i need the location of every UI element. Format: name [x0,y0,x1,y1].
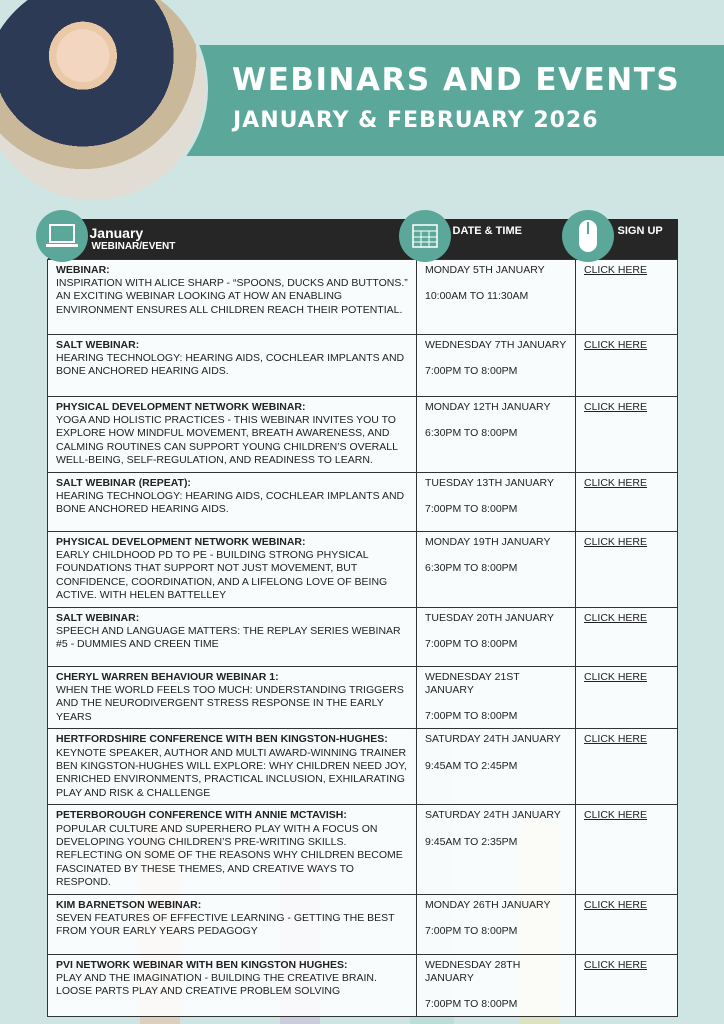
event-time: 7:00PM TO 8:00PM [425,364,518,377]
table-row [48,472,678,531]
mouse-icon [562,210,614,262]
signup-cell [576,607,678,666]
column-header-event: WEBINAR/EVENT [91,241,176,252]
event-title: SALT WEBINAR: [56,338,140,351]
click-here-link[interactable]: CLICK HERE [584,263,648,276]
events-table [47,219,678,1017]
event-time: 6:30PM TO 8:00PM [425,561,518,574]
date-cell [417,729,576,805]
page-title: WEBINARS AND EVENTS [232,62,681,98]
event-time: 6:30PM TO 8:00PM [425,426,518,439]
event-cell [48,729,417,805]
event-date: MONDAY 26TH JANUARY [425,898,551,911]
click-here-link[interactable]: CLICK HERE [584,476,648,489]
event-description: SPEECH AND LANGUAGE MATTERS: THE REPLAY SERIES WEBINAR #5 - DUMMIES AND CREEN TIME [56,624,401,651]
date-cell [417,472,576,531]
table-row [48,805,678,894]
signup-cell [576,894,678,954]
event-date: TUESDAY 13TH JANUARY [425,476,554,489]
signup-cell [576,805,678,894]
table-row [48,334,678,396]
signup-cell [576,396,678,472]
event-cell [48,334,417,396]
event-time: 7:00PM TO 8:00PM [425,925,518,938]
event-date: WEDNESDAY 28TH JANUARY [425,958,521,985]
event-cell [48,259,417,334]
event-time: 7:00PM TO 8:00PM [425,502,518,515]
event-description: SEVEN FEATURES OF EFFECTIVE LEARNING - GETTING THE BEST FROM YOUR EARLY YEARS PEDAGOGY [56,912,395,938]
event-description: YOGA AND HOLISTIC PRACTICES - THIS WEBINAR INVITES YOU TO EXPLORE HOW MINDFUL MOVEMENT, BREATH AWARENESS, AND CALMING ROUTINES CAN SUPPORT YOUNG CHILDREN’S OVERALL WELL-BEING, SELF-REGULATION, AND READINESS TO LEARN. [56,413,398,467]
signup-cell [576,259,678,334]
event-title: CHERYL WARREN BEHAVIOUR WEBINAR 1: [56,670,279,683]
event-title: PETERBOROUGH CONFERENCE WITH ANNIE MCTAVISH: [56,809,347,822]
table-row [48,666,678,729]
event-title: SALT WEBINAR: [56,611,140,624]
event-description: WHEN THE WORLD FEELS TOO MUCH: UNDERSTANDING TRIGGERS AND THE NEURODIVERGENT STRESS RESPONSE IN THE EARLY YEARS [56,683,404,723]
event-title: WEBINAR: [56,263,110,276]
date-cell [417,894,576,954]
date-cell [417,666,576,729]
click-here-link[interactable]: CLICK HERE [584,809,648,822]
column-header-date: DATE & TIME [417,219,576,259]
event-title: HERTFORDSHIRE CONFERENCE WITH BEN KINGSTON-HUGHES: [56,733,388,746]
event-cell [48,531,417,607]
event-description: KEYNOTE SPEAKER, AUTHOR AND MULTI AWARD-WINNING TRAINER BEN KINGSTON-HUGHES WILL EXPLORE: WHY CHILDREN NEED JOY, ENRICHED ENVIRONMENTS, PRACTICAL INCLUSION, EXHILARATING PLAY AND RISK & CHALLENGE [56,746,407,799]
date-cell [417,396,576,472]
event-date: WEDNESDAY 7TH JANUARY [425,338,567,351]
event-cell [48,472,417,531]
event-date: SATURDAY 24TH JANUARY [425,733,561,746]
click-here-link[interactable]: CLICK HERE [584,400,648,413]
table-row [48,531,678,607]
column-header-signup: SIGN UP [576,219,678,259]
event-title: PHYSICAL DEVELOPMENT NETWORK WEBINAR: [56,400,306,413]
signup-cell [576,666,678,729]
event-date: WEDNESDAY 21ST JANUARY [425,670,520,696]
click-here-link[interactable]: CLICK HERE [584,611,648,624]
table-row [48,396,678,472]
event-time: 7:00PM TO 8:00PM [425,710,518,723]
event-date: MONDAY 19TH JANUARY [425,535,551,548]
signup-cell [576,954,678,1016]
calendar-icon [399,210,451,262]
signup-cell [576,472,678,531]
event-date: SATURDAY 24TH JANUARY [425,809,561,822]
table-row [48,607,678,666]
table-row [48,894,678,954]
event-cell [48,396,417,472]
date-cell [417,531,576,607]
date-cell [417,259,576,334]
table-row [48,954,678,1016]
event-date: MONDAY 12TH JANUARY [425,400,551,413]
date-cell [417,954,576,1016]
event-title: PHYSICAL DEVELOPMENT NETWORK WEBINAR: [56,535,306,548]
event-description: PLAY AND THE IMAGINATION - BUILDING THE CREATIVE BRAIN. LOOSE PARTS PLAY AND CREATIVE PROBLEM SOLVING [56,972,377,998]
event-cell [48,666,417,729]
event-description: EARLY CHILDHOOD PD TO PE - BUILDING STRONG PHYSICAL FOUNDATIONS THAT SUPPORT NOT JUST MOVEMENT, BUT CONFIDENCE, COORDINATION, AND A LIFELONG LOVE OF BEING ACTIVE. WITH HELEN BATTELLEY [56,548,388,602]
date-cell [417,607,576,666]
event-description: POPULAR CULTURE AND SUPERHERO PLAY WITH A FOCUS ON DEVELOPING YOUNG CHILDREN’S PRE-WRITING SKILLS. REFLECTING ON SOME OF THE REASONS WHY CHILDREN BECOME FASCINATED BY THESE THEMES, AND CREATIVE WAYS TO RESPOND. [56,822,403,889]
laptop-icon [36,210,88,262]
click-here-link[interactable]: CLICK HERE [584,958,648,971]
date-cell [417,334,576,396]
click-here-link[interactable]: CLICK HERE [584,898,648,911]
event-date: TUESDAY 20TH JANUARY [425,611,554,624]
event-time: 9:45AM TO 2:35PM [425,835,518,848]
event-description: HEARING TECHNOLOGY: HEARING AIDS, COCHLEAR IMPLANTS AND BONE ANCHORED HEARING AIDS. [56,489,405,516]
click-here-link[interactable]: CLICK HERE [584,338,648,351]
event-title: PVI NETWORK WEBINAR WITH BEN KINGSTON HUGHES: [56,958,348,971]
signup-cell [576,334,678,396]
event-time: 7:00PM TO 8:00PM [425,998,518,1011]
click-here-link[interactable]: CLICK HERE [584,670,648,683]
event-description: INSPIRATION WITH ALICE SHARP - “SPOONS, DUCKS AND BUTTONS.” AN EXCITING WEBINAR LOOKING AT HOW AN ENABLING ENVIRONMENT ENSURES ALL CHILDREN REACH THEIR POTENTIAL. [56,276,408,316]
signup-cell [576,729,678,805]
event-cell [48,805,417,894]
event-title: SALT WEBINAR (REPEAT): [56,476,191,489]
event-description: HEARING TECHNOLOGY: HEARING AIDS, COCHLEAR IMPLANTS AND BONE ANCHORED HEARING AIDS. [56,351,405,378]
page-subtitle: JANUARY & FEBRUARY 2026 [233,108,599,133]
click-here-link[interactable]: CLICK HERE [584,733,648,746]
table-row [48,259,678,334]
date-cell [417,805,576,894]
child-photo [0,0,208,203]
event-time: 7:00PM TO 8:00PM [425,637,518,650]
event-date: MONDAY 5TH JANUARY [425,263,545,276]
event-time: 9:45AM TO 2:45PM [425,759,518,772]
table-row [48,729,678,805]
month-label: January [89,225,144,241]
click-here-link[interactable]: CLICK HERE [584,535,648,548]
event-cell [48,607,417,666]
event-time: 10:00AM TO 11:30AM [425,289,529,302]
signup-cell [576,531,678,607]
event-title: KIM BARNETSON WEBINAR: [56,898,202,911]
event-cell [48,954,417,1016]
event-cell [48,894,417,954]
